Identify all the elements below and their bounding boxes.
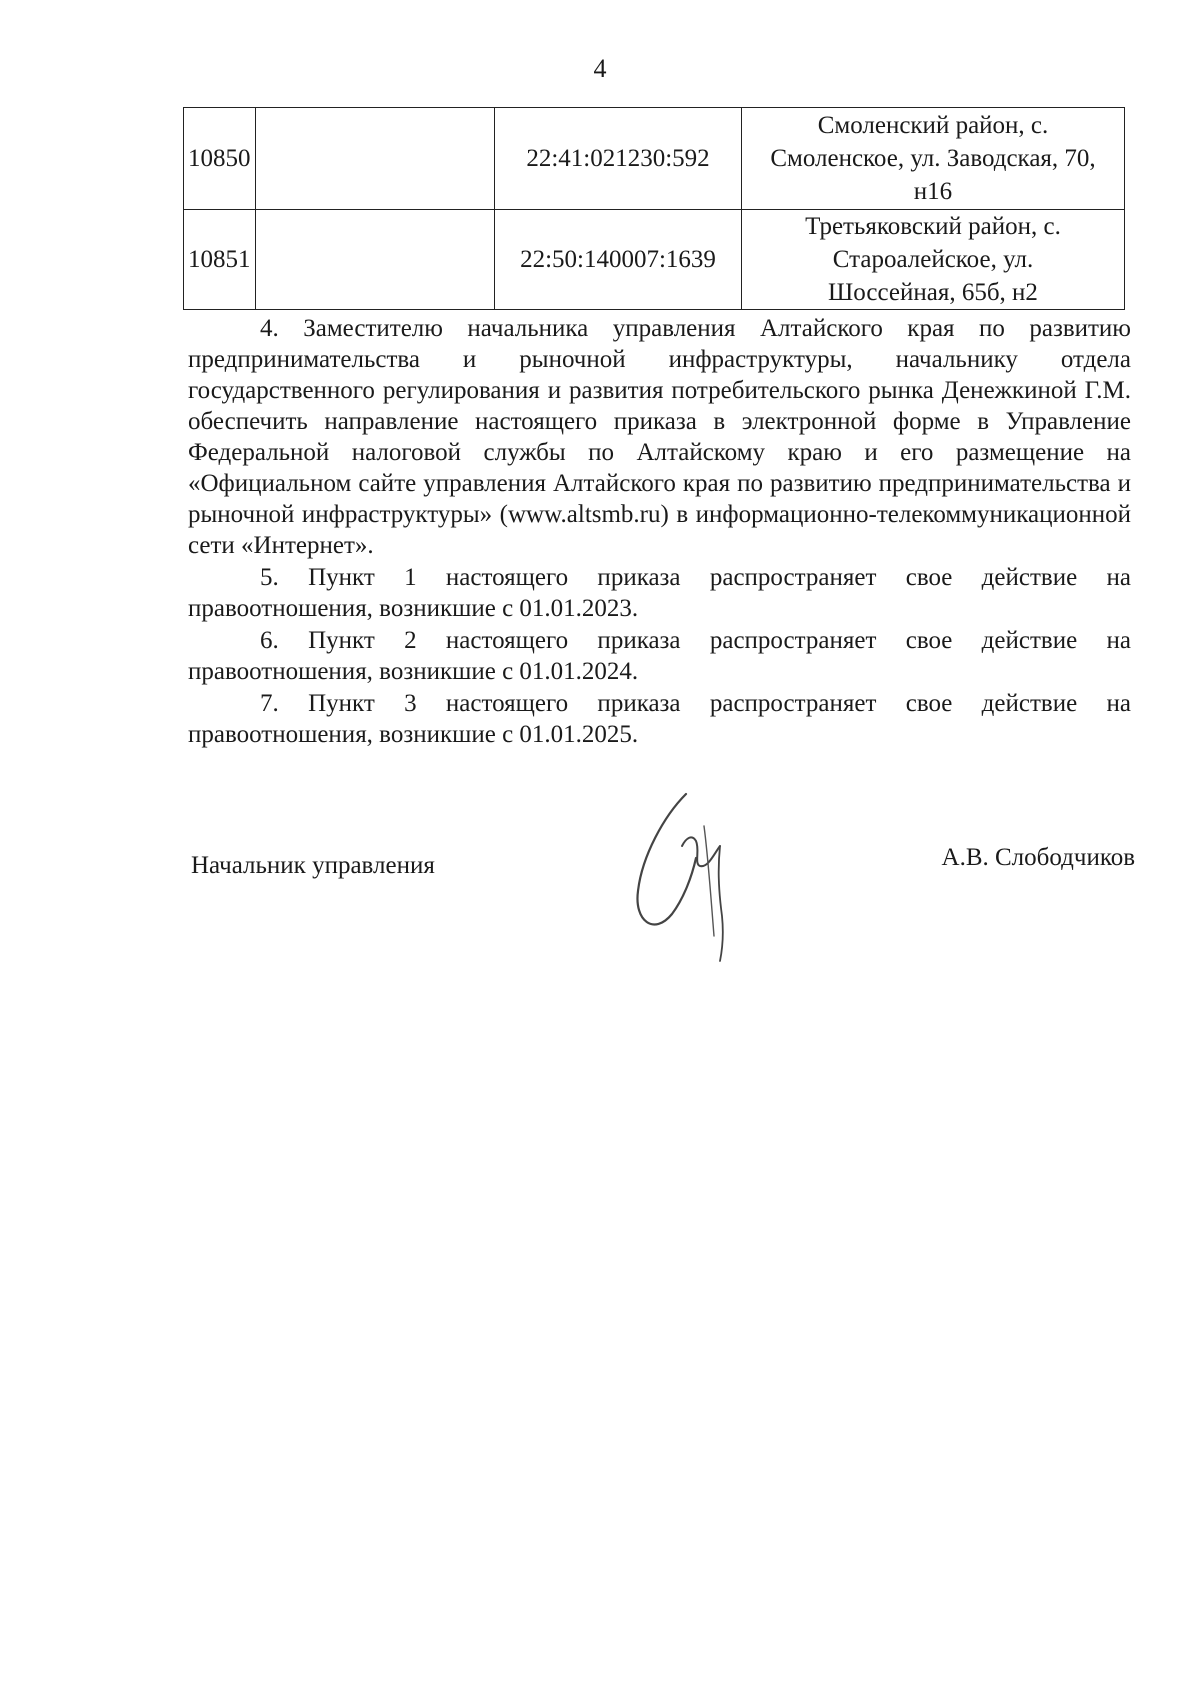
cadastral-number: 22:50:140007:1639	[495, 210, 742, 310]
paragraph-5: 5. Пункт 1 настоящего приказа распространяет свое действие на правоотношения, возникшие с 01.01.2023.	[188, 564, 1131, 622]
row-number: 10851	[184, 210, 256, 310]
table-row	[184, 210, 1125, 310]
paragraph-4: 4. Заместителю начальника управления Алтайского края по развитию предпринимательства и рыночной инфраструктуры, начальнику отдела государственного регулирования и развития потребительского рынка Денежкиной Г.М. обеспечить направление настоящего приказа в электронной форме в Управление Федеральной налоговой службы по Алтайскому краю и его размещение на «Официальном сайте управления Алтайского края по развитию предпринимательства и рыночной инфраструктуры» (www.altsmb.ru) в информационно-телекоммуникационной сети «Интернет».	[188, 315, 1131, 559]
signatory-name: А.В. Слободчиков	[941, 844, 1135, 871]
cadastral-number: 22:41:021230:592	[495, 108, 742, 210]
row-number: 10850	[184, 108, 256, 210]
address-line: Третьяковский район, с.	[805, 213, 1061, 240]
address-line: Смоленский район, с.	[817, 112, 1049, 139]
address-line: Смоленское, ул. Заводская, 70,	[770, 145, 1096, 172]
address-line: Староалейское, ул.	[832, 246, 1034, 273]
signatory-position: Начальник управления	[191, 852, 435, 879]
handwritten-signature	[634, 786, 764, 966]
address-line: н16	[913, 178, 953, 205]
registry-table	[183, 107, 1125, 310]
paragraph-7: 7. Пункт 3 настоящего приказа распространяет свое действие на правоотношения, возникшие с 01.01.2025.	[188, 690, 1131, 748]
address-cell	[742, 210, 1125, 310]
empty-cell	[256, 210, 495, 310]
paragraph-6: 6. Пункт 2 настоящего приказа распространяет свое действие на правоотношения, возникшие с 01.01.2024.	[188, 627, 1131, 685]
page-number: 4	[593, 54, 607, 83]
address-line: Шоссейная, 65б, н2	[828, 279, 1038, 306]
address-cell	[742, 108, 1125, 210]
order-body	[188, 313, 1131, 750]
empty-cell	[256, 108, 495, 210]
table-row	[184, 108, 1125, 210]
